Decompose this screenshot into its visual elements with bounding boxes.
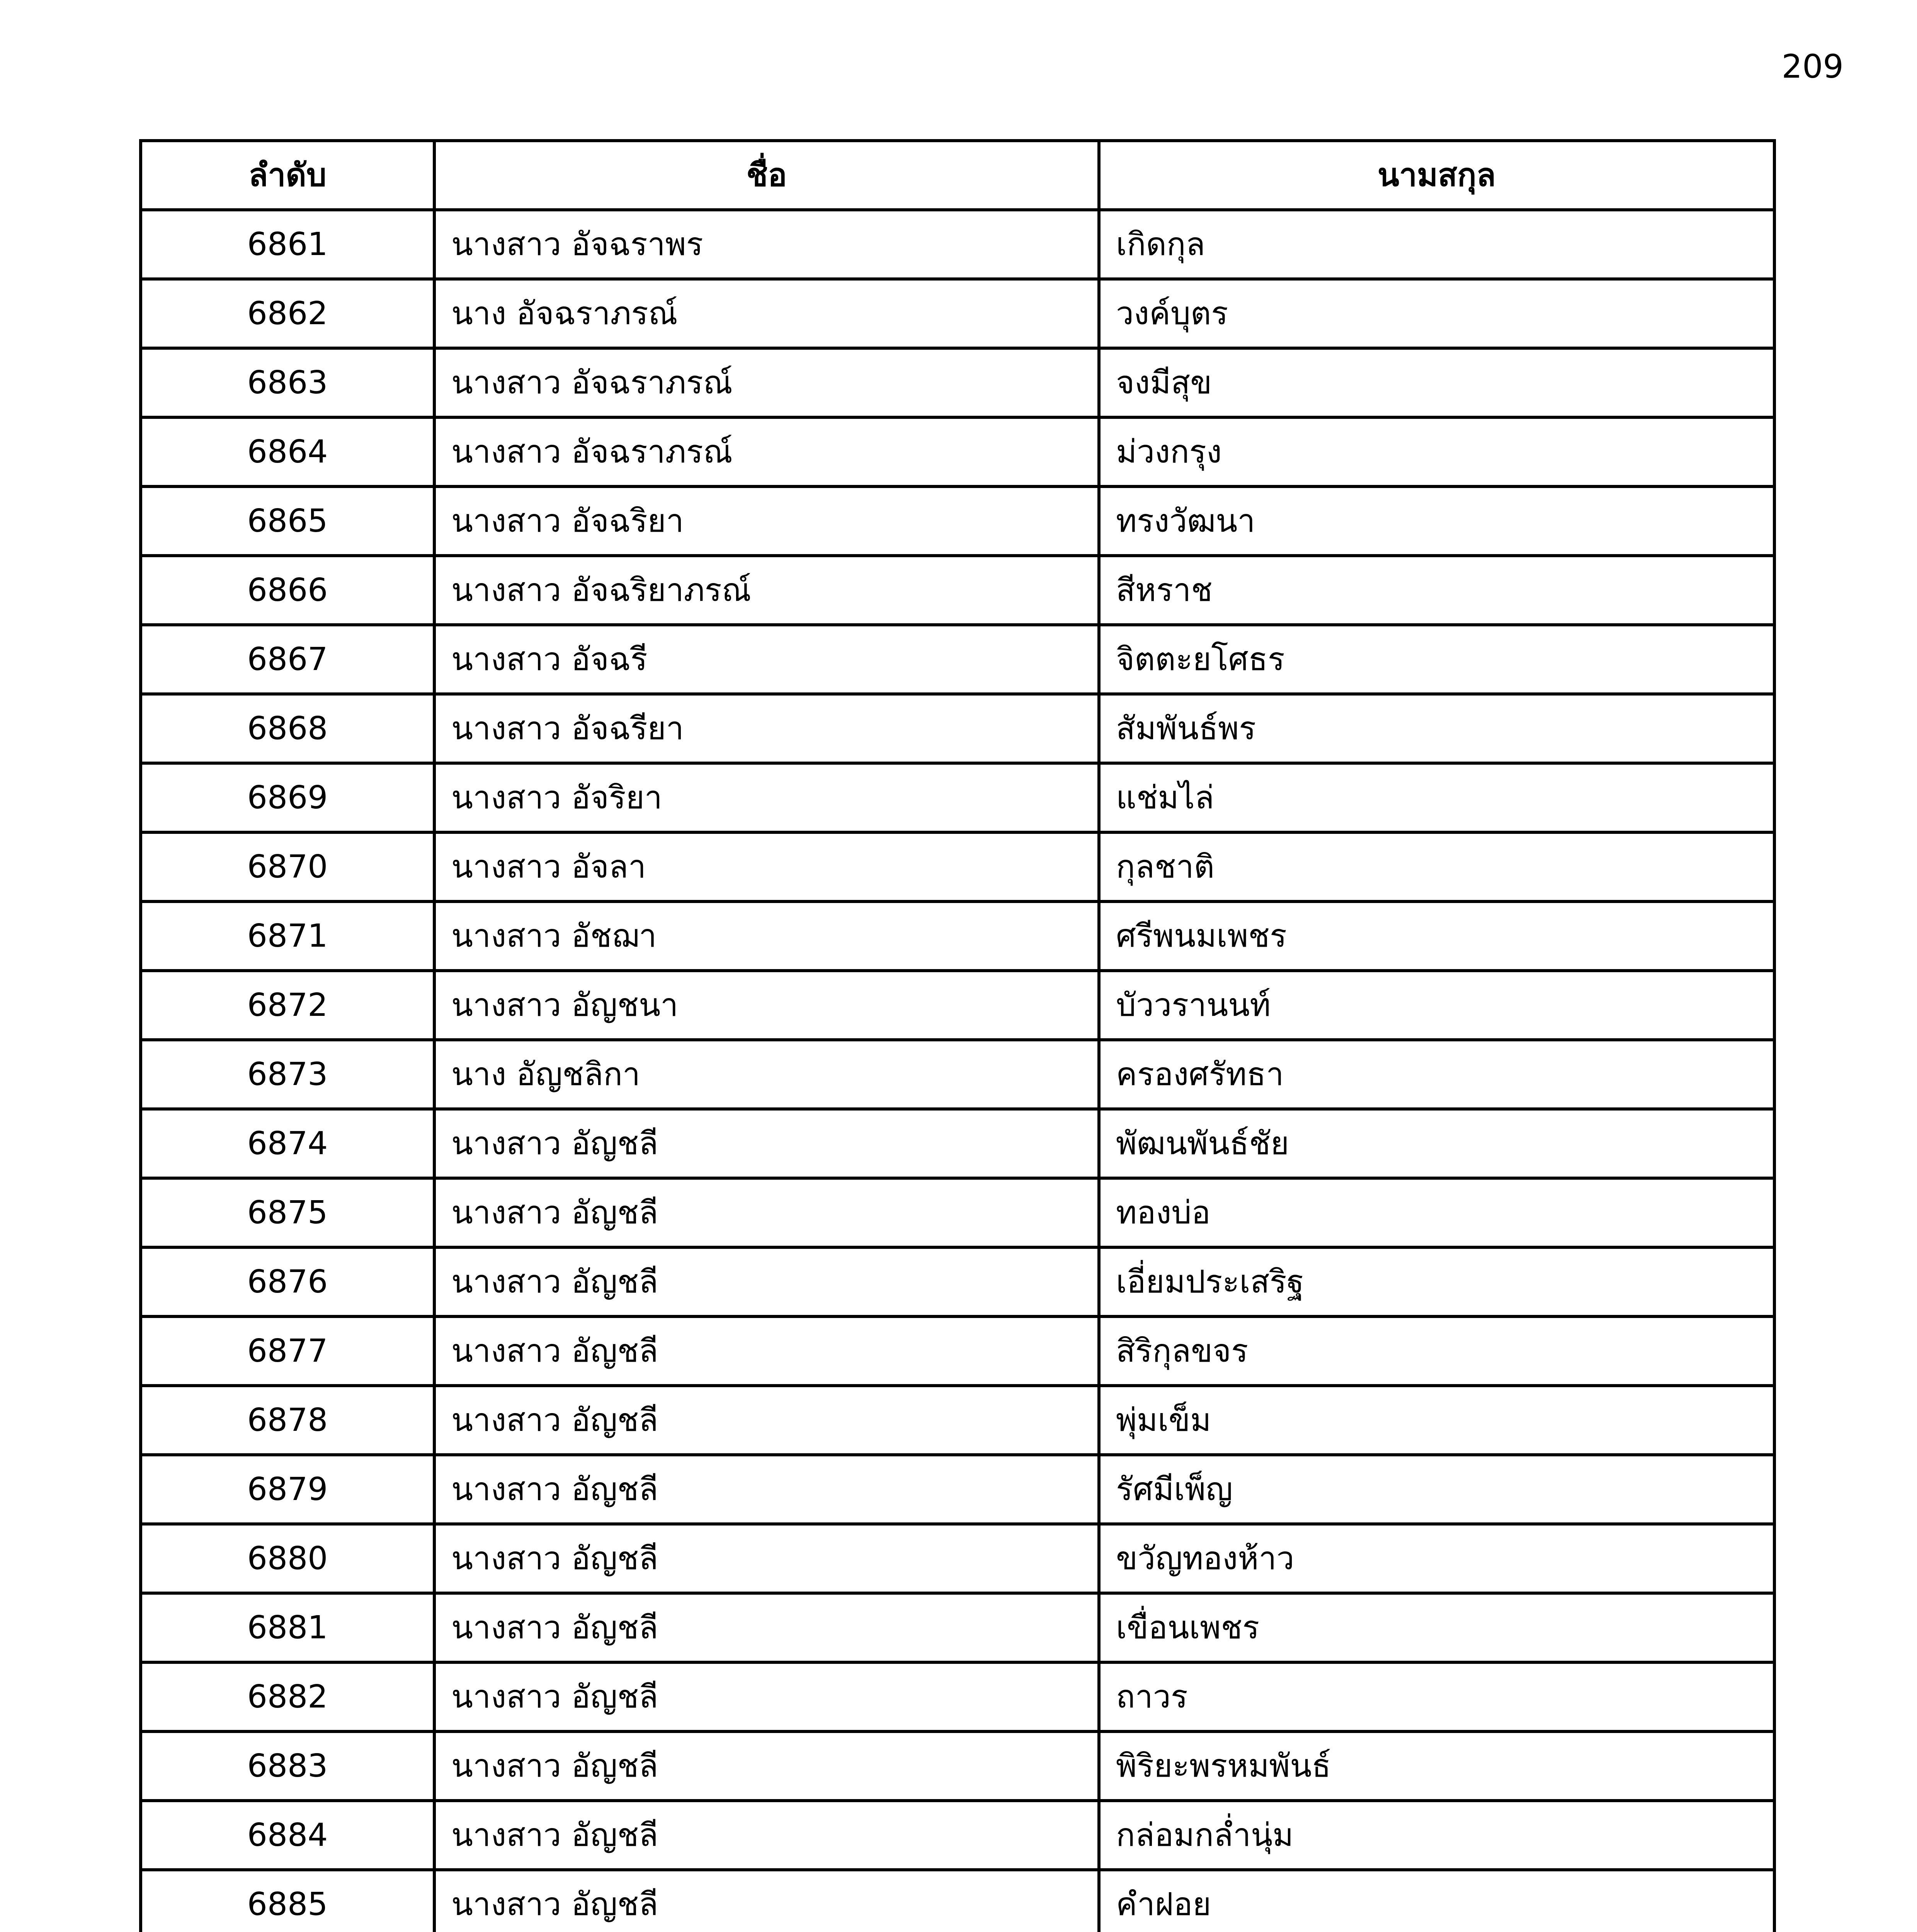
- cell-sequence: 6881: [141, 1593, 434, 1662]
- table-row: [141, 417, 1774, 486]
- cell-last-name: กุลชาติ: [1099, 832, 1774, 901]
- cell-first-name: นาง อัจฉราภรณ์: [434, 279, 1099, 348]
- cell-first-name: นางสาว อัญชลี: [434, 1455, 1099, 1524]
- cell-first-name: นางสาว อัชฌา: [434, 901, 1099, 971]
- cell-sequence: 6872: [141, 971, 434, 1040]
- cell-sequence: 6864: [141, 417, 434, 486]
- cell-first-name: นางสาว อัจฉรียา: [434, 694, 1099, 763]
- cell-first-name: นางสาว อัจฉริยา: [434, 486, 1099, 556]
- cell-sequence: 6871: [141, 901, 434, 971]
- cell-sequence: 6883: [141, 1731, 434, 1801]
- cell-first-name: นางสาว อัญชลี: [434, 1870, 1099, 1932]
- table-row: [141, 486, 1774, 556]
- cell-sequence: 6876: [141, 1247, 434, 1316]
- table-header-row: [141, 141, 1774, 210]
- table-row: [141, 1593, 1774, 1662]
- cell-sequence: 6879: [141, 1455, 434, 1524]
- cell-last-name: พิริยะพรหมพันธ์: [1099, 1731, 1774, 1801]
- table-row: [141, 1386, 1774, 1455]
- cell-first-name: นางสาว อัญชลี: [434, 1801, 1099, 1870]
- name-list-table: [139, 139, 1776, 1932]
- cell-last-name: ม่วงกรุง: [1099, 417, 1774, 486]
- cell-sequence: 6884: [141, 1801, 434, 1870]
- cell-sequence: 6861: [141, 210, 434, 279]
- cell-first-name: นางสาว อัจฉรี: [434, 625, 1099, 694]
- table-row: [141, 279, 1774, 348]
- header-sequence: ลำดับ: [141, 141, 434, 210]
- cell-last-name: ขวัญทองห้าว: [1099, 1524, 1774, 1593]
- cell-sequence: 6874: [141, 1109, 434, 1178]
- table-row: [141, 1524, 1774, 1593]
- cell-sequence: 6867: [141, 625, 434, 694]
- cell-last-name: วงค์บุตร: [1099, 279, 1774, 348]
- table-row: [141, 1455, 1774, 1524]
- cell-sequence: 6878: [141, 1386, 434, 1455]
- table-row: [141, 971, 1774, 1040]
- cell-sequence: 6882: [141, 1662, 434, 1731]
- cell-first-name: นางสาว อัจฉริยาภรณ์: [434, 556, 1099, 625]
- table-row: [141, 901, 1774, 971]
- table-row: [141, 1801, 1774, 1870]
- cell-sequence: 6869: [141, 763, 434, 832]
- cell-sequence: 6868: [141, 694, 434, 763]
- table-row: [141, 763, 1774, 832]
- table-row: [141, 556, 1774, 625]
- cell-sequence: 6865: [141, 486, 434, 556]
- cell-sequence: 6885: [141, 1870, 434, 1932]
- cell-last-name: ถาวร: [1099, 1662, 1774, 1731]
- table-row: [141, 1178, 1774, 1247]
- cell-last-name: บัววรานนท์: [1099, 971, 1774, 1040]
- cell-first-name: นางสาว อัจฉราภรณ์: [434, 417, 1099, 486]
- cell-first-name: นาง อัญชลิกา: [434, 1040, 1099, 1109]
- cell-last-name: ครองศรัทธา: [1099, 1040, 1774, 1109]
- cell-first-name: นางสาว อัญชลี: [434, 1386, 1099, 1455]
- cell-last-name: ทองบ่อ: [1099, 1178, 1774, 1247]
- cell-last-name: จิตตะยโศธร: [1099, 625, 1774, 694]
- table-row: [141, 1870, 1774, 1932]
- cell-first-name: นางสาว อัจริยา: [434, 763, 1099, 832]
- table-row: [141, 1040, 1774, 1109]
- cell-last-name: จงมีสุข: [1099, 348, 1774, 417]
- cell-first-name: นางสาว อัจลา: [434, 832, 1099, 901]
- cell-last-name: พุ่มเข็ม: [1099, 1386, 1774, 1455]
- cell-first-name: นางสาว อัญชลี: [434, 1731, 1099, 1801]
- table-row: [141, 1662, 1774, 1731]
- table-row: [141, 832, 1774, 901]
- cell-first-name: นางสาว อัญชลี: [434, 1178, 1099, 1247]
- cell-first-name: นางสาว อัจฉราพร: [434, 210, 1099, 279]
- header-last-name: นามสกุล: [1099, 141, 1774, 210]
- table-row: [141, 210, 1774, 279]
- cell-sequence: 6875: [141, 1178, 434, 1247]
- cell-last-name: รัศมีเพ็ญ: [1099, 1455, 1774, 1524]
- cell-sequence: 6873: [141, 1040, 434, 1109]
- cell-last-name: เอี่ยมประเสริฐ: [1099, 1247, 1774, 1316]
- cell-last-name: กล่อมกล่ำนุ่ม: [1099, 1801, 1774, 1870]
- cell-last-name: สีหราช: [1099, 556, 1774, 625]
- name-list-table-container: [139, 139, 1773, 1932]
- cell-sequence: 6880: [141, 1524, 434, 1593]
- table-row: [141, 625, 1774, 694]
- cell-last-name: เขื่อนเพชร: [1099, 1593, 1774, 1662]
- table-row: [141, 348, 1774, 417]
- page-number: 209: [1781, 48, 1844, 85]
- cell-first-name: นางสาว อัญชลี: [434, 1593, 1099, 1662]
- table-row: [141, 1109, 1774, 1178]
- header-first-name: ชื่อ: [434, 141, 1099, 210]
- cell-last-name: ทรงวัฒนา: [1099, 486, 1774, 556]
- cell-sequence: 6862: [141, 279, 434, 348]
- cell-first-name: นางสาว อัญชลี: [434, 1316, 1099, 1386]
- cell-last-name: แช่มไล่: [1099, 763, 1774, 832]
- table-row: [141, 1731, 1774, 1801]
- cell-last-name: ศรีพนมเพชร: [1099, 901, 1774, 971]
- cell-first-name: นางสาว อัญชนา: [434, 971, 1099, 1040]
- table-row: [141, 694, 1774, 763]
- cell-first-name: นางสาว อัญชลี: [434, 1662, 1099, 1731]
- cell-last-name: คำฝอย: [1099, 1870, 1774, 1932]
- cell-last-name: เกิดกุล: [1099, 210, 1774, 279]
- table-body: [141, 210, 1774, 1932]
- table-row: [141, 1316, 1774, 1386]
- cell-sequence: 6870: [141, 832, 434, 901]
- cell-last-name: สัมพันธ์พร: [1099, 694, 1774, 763]
- cell-last-name: สิริกุลขจร: [1099, 1316, 1774, 1386]
- table-row: [141, 1247, 1774, 1316]
- cell-last-name: พัฒนพันธ์ชัย: [1099, 1109, 1774, 1178]
- cell-first-name: นางสาว อัญชลี: [434, 1109, 1099, 1178]
- cell-first-name: นางสาว อัญชลี: [434, 1247, 1099, 1316]
- cell-sequence: 6863: [141, 348, 434, 417]
- cell-sequence: 6866: [141, 556, 434, 625]
- cell-first-name: นางสาว อัญชลี: [434, 1524, 1099, 1593]
- cell-sequence: 6877: [141, 1316, 434, 1386]
- cell-first-name: นางสาว อัจฉราภรณ์: [434, 348, 1099, 417]
